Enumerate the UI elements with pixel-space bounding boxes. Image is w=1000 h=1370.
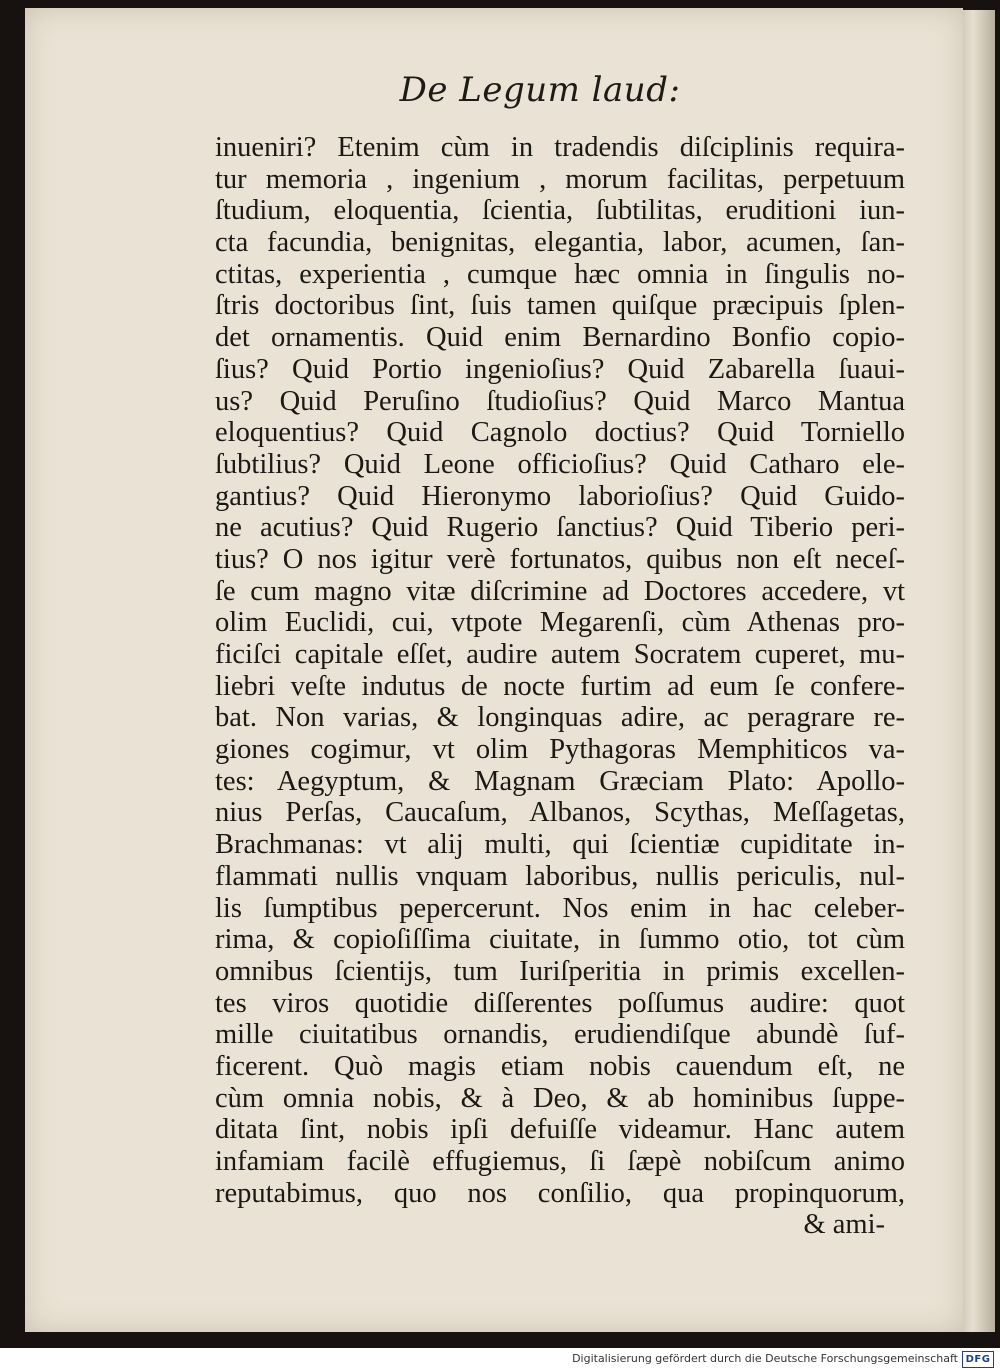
text-line: tes: Aegyptum, & Magnam Græciam Plato: Apollo-: [215, 765, 905, 797]
text-line: olim Euclidi, cui, vtpote Megarenſi, cùm Athenas pro-: [215, 607, 905, 639]
text-line: tius? O nos igitur verè fortunatos, quibus non eſt neceſ-: [215, 543, 905, 575]
text-line: giones cogimur, vt olim Pythagoras Memphiticos va-: [215, 734, 905, 766]
text-line: rima, & copioſiſſima ciuitate, in ſummo otio, tot cùm: [215, 924, 905, 956]
text-line: mille ciuitatibus ornandis, erudiendiſque abundè ſuf-: [215, 1019, 905, 1051]
text-line: ſtudium, eloquentia, ſcientia, ſubtilitas, eruditioni iun-: [215, 195, 905, 227]
dfg-logo[interactable]: DFG: [962, 1351, 994, 1368]
text-line: eloquentius? Quid Cagnolo doctius? Quid Torniello: [215, 417, 905, 449]
text-line: lis ſumptibus pepercerunt. Nos enim in hac celeber-: [215, 892, 905, 924]
text-line: liebri veſte indutus de nocte furtim ad eum ſe confere-: [215, 670, 905, 702]
text-line: omnibus ſcientijs, tum Iuriſperitia in primis excellen-: [215, 955, 905, 987]
text-line: ſubtilius? Quid Leone officioſius? Quid Catharo ele-: [215, 448, 905, 480]
text-line: us? Quid Peruſino ſtudioſius? Quid Marco Mantua: [215, 385, 905, 417]
text-line: cùm omnia nobis, & à Deo, & ab hominibus ſuppe-: [215, 1082, 905, 1114]
catchword: & ami-: [803, 1209, 885, 1241]
text-line: reputabimus, quo nos conſilio, qua propinquorum,: [215, 1177, 905, 1209]
text-line: ne acutius? Quid Rugerio ſanctius? Quid Tiberio peri-: [215, 512, 905, 544]
dfg-credit[interactable]: Digitalisierung gefördert durch die Deutsche Forschungsgemeinschaft: [572, 1352, 958, 1365]
text-line: Brachmanas: vt alij multi, qui ſcientiæ cupiditate in-: [215, 829, 905, 861]
text-line: ficerent. Quò magis etiam nobis cauendum eſt, ne: [215, 1050, 905, 1082]
text-line: ſius? Quid Portio ingenioſius? Quid Zabarella ſuaui-: [215, 353, 905, 385]
text-line: gantius? Quid Hieronymo laborioſius? Quid Guido-: [215, 480, 905, 512]
page-edge: [960, 10, 995, 1332]
text-line: tur memoria , ingenium , morum facilitas, perpetuum: [215, 163, 905, 195]
text-line: nius Perſas, Caucaſum, Albanos, Scythas, Meſſagetas,: [215, 797, 905, 829]
text-line: bat. Non varias, & longinquas adire, ac peragrare re-: [215, 702, 905, 734]
text-line: infamiam facilè effugiemus, ſi ſæpè nobiſcum animo: [215, 1146, 905, 1177]
text-line: inueniri? Etenim cùm in tradendis diſciplinis requira-: [215, 132, 905, 163]
text-line: flammati nullis vnquam laboribus, nullis periculis, nul-: [215, 860, 905, 892]
body-text: [215, 132, 905, 1241]
text-line: ctitas, experientia , cumque hæc omnia in ſingulis no-: [215, 258, 905, 290]
text-line: tes viros quotidie diſſerentes poſſumus audire: quot: [215, 987, 905, 1019]
text-line: ficiſci capitale eſſet, audire autem Socratem cuperet, mu-: [215, 639, 905, 670]
text-line: cta facundia, benignitas, elegantia, labor, acumen, ſan-: [215, 227, 905, 259]
footer-bar: [0, 1348, 1000, 1370]
text-line: det ornamentis. Quid enim Bernardino Bonfio copio-: [215, 322, 905, 354]
book-page: [25, 8, 963, 1332]
text-line: ditata ſint, nobis ipſi defuiſſe videamur. Hanc autem: [215, 1114, 905, 1146]
running-head: De Legum laud:: [399, 70, 681, 110]
text-line: ſe cum magno vitæ diſcrimine ad Doctores accedere, vt: [215, 575, 905, 607]
text-line: ſtris doctoribus ſint, ſuis tamen quiſque præcipuis ſplen-: [215, 290, 905, 322]
